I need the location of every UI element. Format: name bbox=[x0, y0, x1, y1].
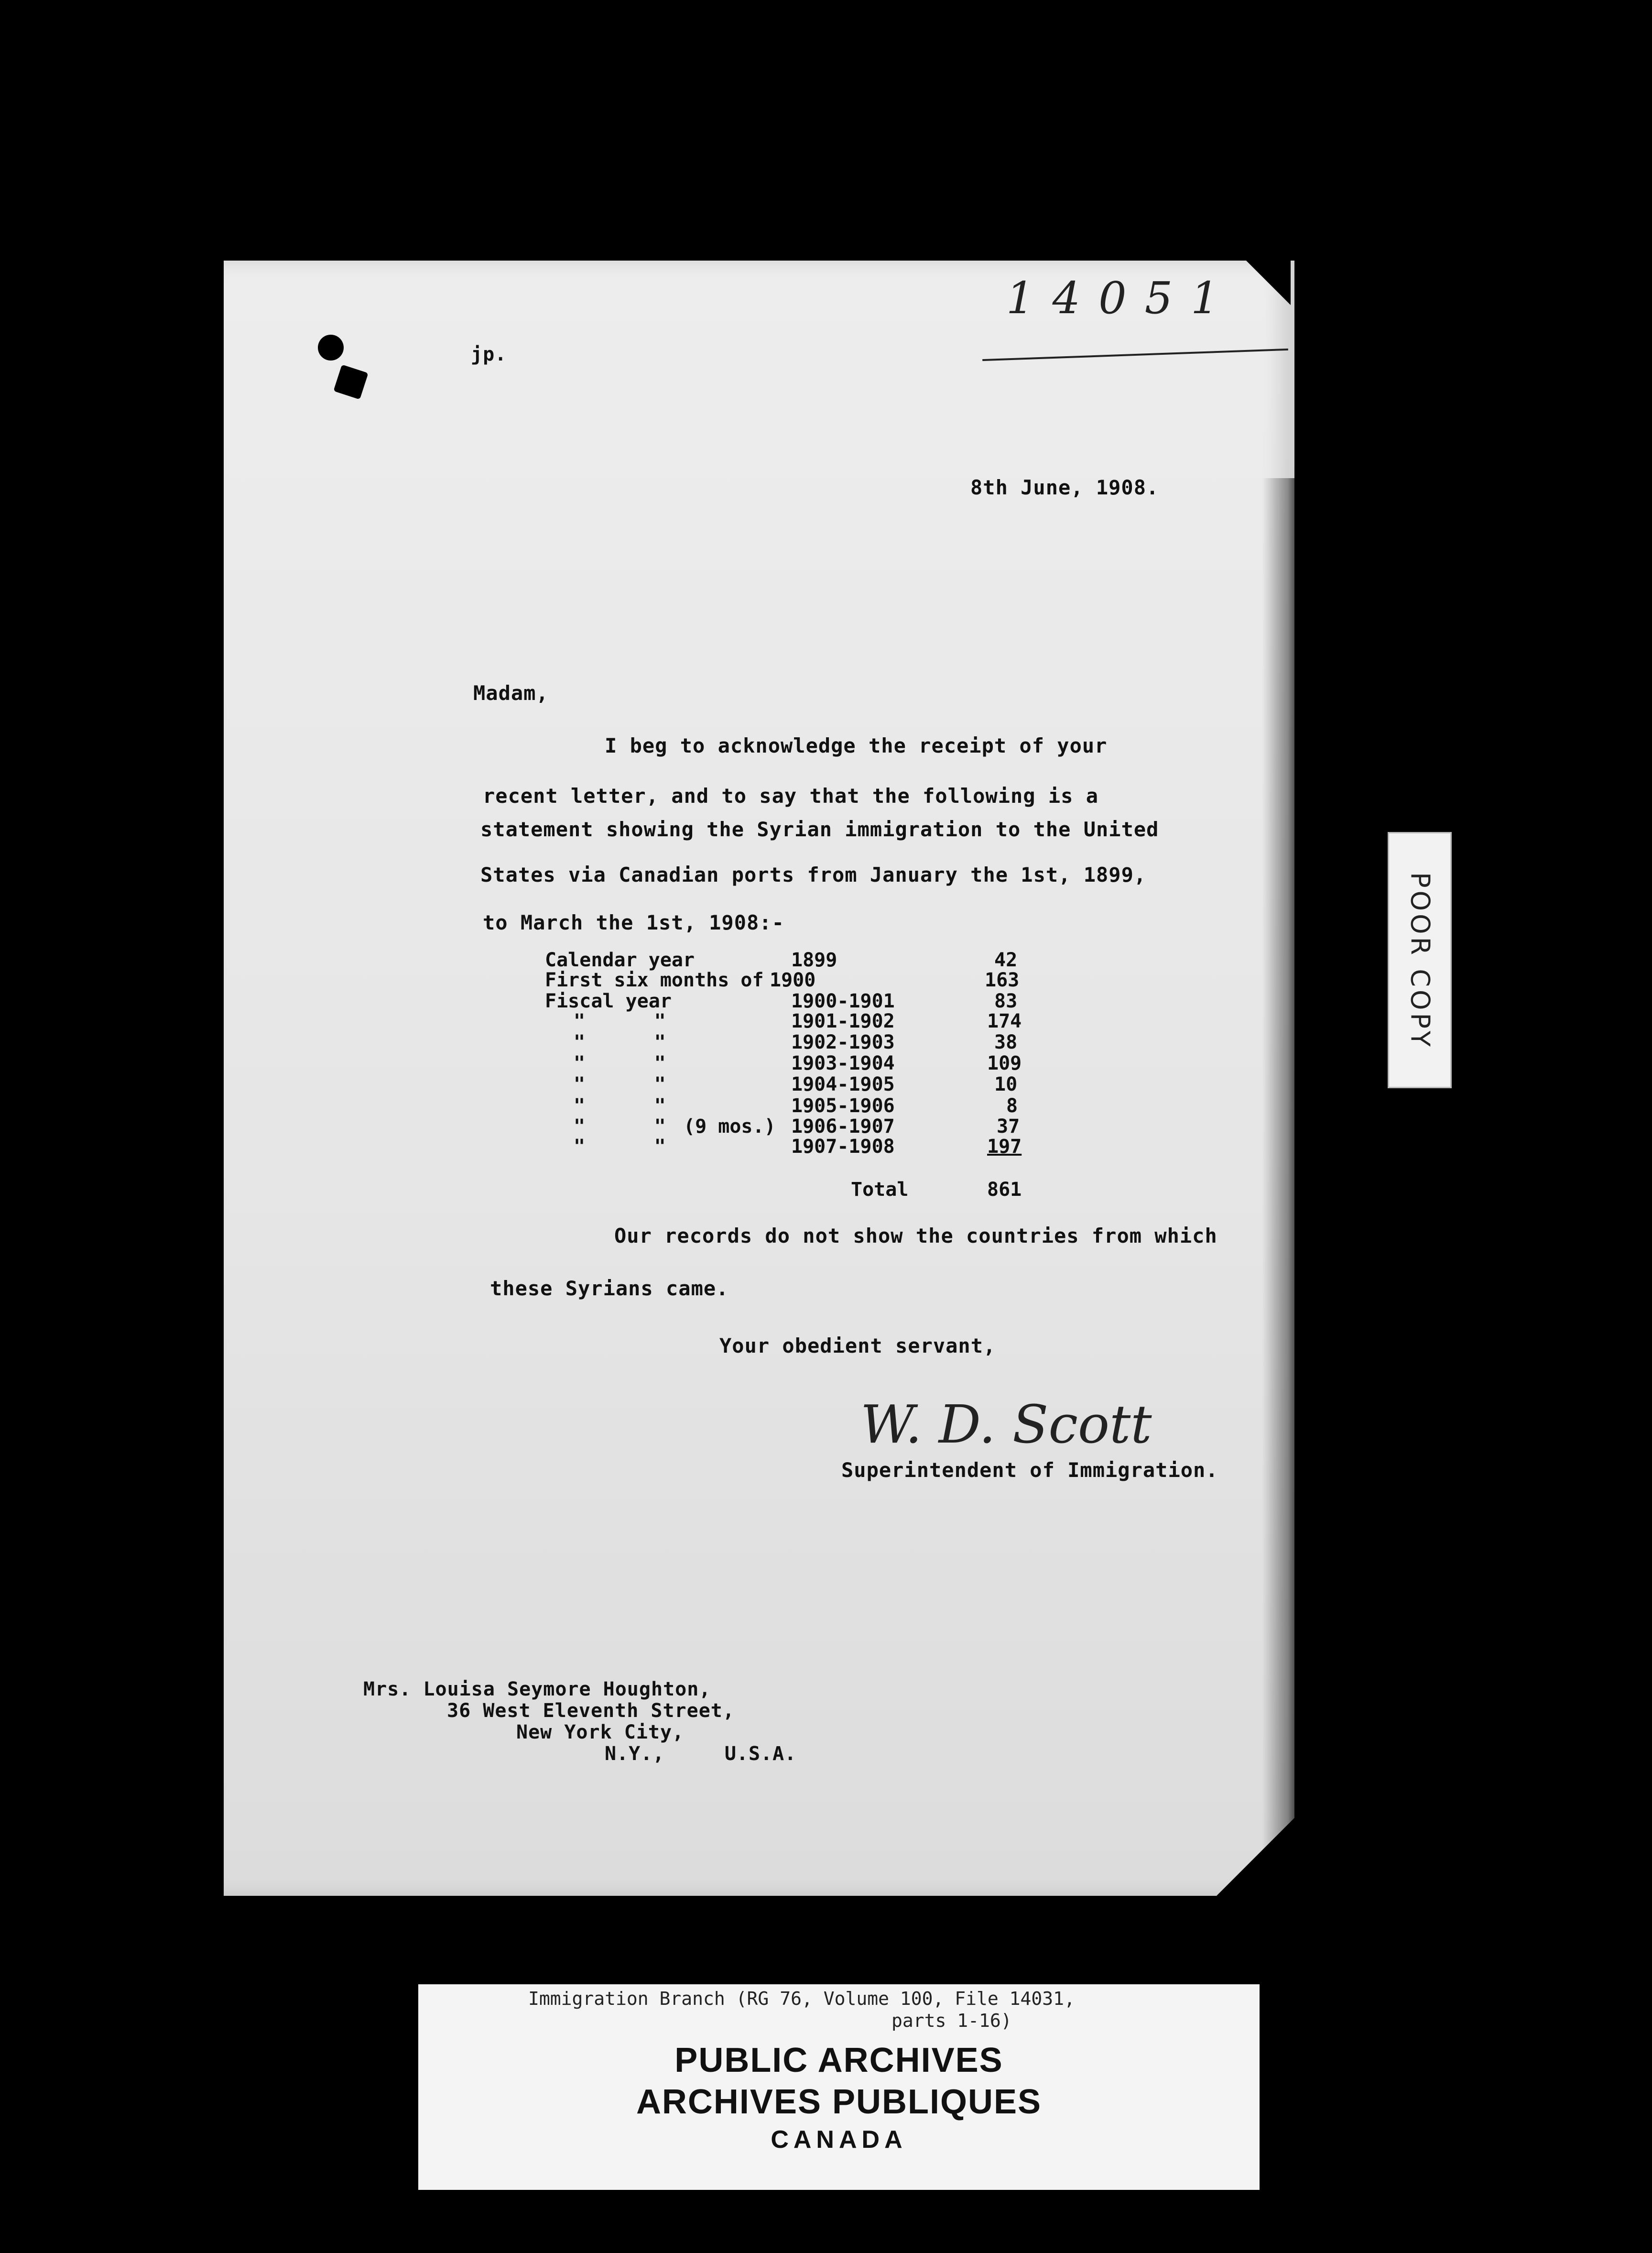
closing-line-2: these Syrians came. bbox=[490, 1277, 729, 1300]
address-line-3: New York City, bbox=[516, 1721, 685, 1743]
total-row bbox=[545, 1179, 1166, 1200]
body-line-1: I beg to acknowledge the receipt of your bbox=[605, 734, 1108, 757]
signer-title: Superintendent of Immigration. bbox=[841, 1458, 1218, 1482]
row-count: 197 bbox=[987, 1136, 1022, 1158]
signature: W. D. Scott bbox=[860, 1394, 1152, 1455]
table-row bbox=[545, 990, 1166, 1011]
row-label: First six months of bbox=[545, 969, 764, 991]
table-row bbox=[545, 1031, 1166, 1052]
archive-title-english: PUBLIC ARCHIVES bbox=[674, 2041, 1003, 2079]
address-line-4: N.Y., U.S.A. bbox=[605, 1743, 797, 1765]
letter-date: 8th June, 1908. bbox=[970, 476, 1159, 499]
row-period: 1906-1907 bbox=[791, 1116, 895, 1137]
page-shadow-right bbox=[1262, 478, 1305, 1865]
row-period: 1907-1908 bbox=[791, 1136, 895, 1158]
table-row bbox=[545, 1095, 1166, 1116]
total-label: Total bbox=[851, 1179, 909, 1201]
row-count: 38 bbox=[994, 1031, 1018, 1053]
poor-copy-stamp bbox=[1388, 832, 1452, 1088]
archive-reference-line-1: Immigration Branch (RG 76, Volume 100, File 14031, bbox=[528, 1988, 1075, 2009]
row-period: 1902-1903 bbox=[791, 1031, 895, 1053]
row-count: 8 bbox=[1006, 1095, 1018, 1117]
body-line-2: recent letter, and to say that the following is a bbox=[483, 784, 1099, 808]
table-row bbox=[545, 1136, 1166, 1157]
row-count: 109 bbox=[987, 1052, 1022, 1074]
table-row bbox=[545, 949, 1166, 970]
row-count: 83 bbox=[994, 990, 1018, 1012]
body-line-3: statement showing the Syrian immigration to the United bbox=[480, 818, 1159, 841]
table-row bbox=[545, 1116, 1166, 1137]
row-label: " " bbox=[574, 1136, 666, 1158]
archive-country: CANADA bbox=[771, 2126, 907, 2154]
closing-line-1: Our records do not show the countries from which bbox=[614, 1224, 1217, 1247]
row-period: 1903-1904 bbox=[791, 1052, 895, 1074]
row-label: " " bbox=[574, 1052, 666, 1074]
poor-copy-text: POOR COPY bbox=[1405, 872, 1435, 1050]
archive-title-french: ARCHIVES PUBLIQUES bbox=[636, 2083, 1042, 2121]
table-row bbox=[545, 1073, 1166, 1094]
row-period: 1899 bbox=[791, 949, 837, 971]
row-period: 1901-1902 bbox=[791, 1010, 895, 1032]
row-period: 1900 bbox=[770, 969, 816, 991]
row-count: 174 bbox=[987, 1010, 1022, 1032]
row-count: 42 bbox=[994, 949, 1018, 971]
row-period: 1904-1905 bbox=[791, 1073, 895, 1095]
table-row bbox=[545, 1052, 1166, 1073]
total-value: 861 bbox=[987, 1179, 1022, 1201]
row-label: " " bbox=[574, 1073, 666, 1095]
row-period: 1905-1906 bbox=[791, 1095, 895, 1117]
valediction: Your obedient servant, bbox=[719, 1334, 996, 1357]
file-number: 14051 bbox=[1006, 273, 1237, 324]
row-label: " " bbox=[574, 1010, 666, 1032]
typist-initials: jp. bbox=[471, 343, 507, 365]
body-line-4: States via Canadian ports from January the 1st, 1899, bbox=[480, 863, 1147, 886]
row-label: " " bbox=[574, 1095, 666, 1117]
row-label: Calendar year bbox=[545, 949, 695, 971]
row-count: 10 bbox=[994, 1073, 1018, 1095]
row-label: " " bbox=[574, 1116, 666, 1137]
row-count: 37 bbox=[997, 1116, 1020, 1137]
table-row bbox=[545, 969, 1166, 990]
table-row bbox=[545, 1010, 1166, 1031]
row-note: (9 mos.) bbox=[684, 1116, 776, 1137]
archive-reference-line-2: parts 1-16) bbox=[891, 2010, 1012, 2031]
row-label: Fiscal year bbox=[545, 990, 672, 1012]
row-count: 163 bbox=[985, 969, 1020, 991]
address-line-1: Mrs. Louisa Seymore Houghton, bbox=[363, 1678, 711, 1700]
salutation: Madam, bbox=[473, 681, 549, 705]
address-line-2: 36 West Eleventh Street, bbox=[447, 1700, 735, 1722]
page-curl-bottom-right bbox=[1214, 1817, 1295, 1898]
archive-label bbox=[418, 1984, 1260, 2190]
immigration-table bbox=[545, 949, 1071, 1201]
body-line-5: to March the 1st, 1908:- bbox=[483, 911, 784, 934]
ink-blot bbox=[318, 335, 344, 361]
row-period: 1900-1901 bbox=[791, 990, 895, 1012]
row-label: " " bbox=[574, 1031, 666, 1053]
